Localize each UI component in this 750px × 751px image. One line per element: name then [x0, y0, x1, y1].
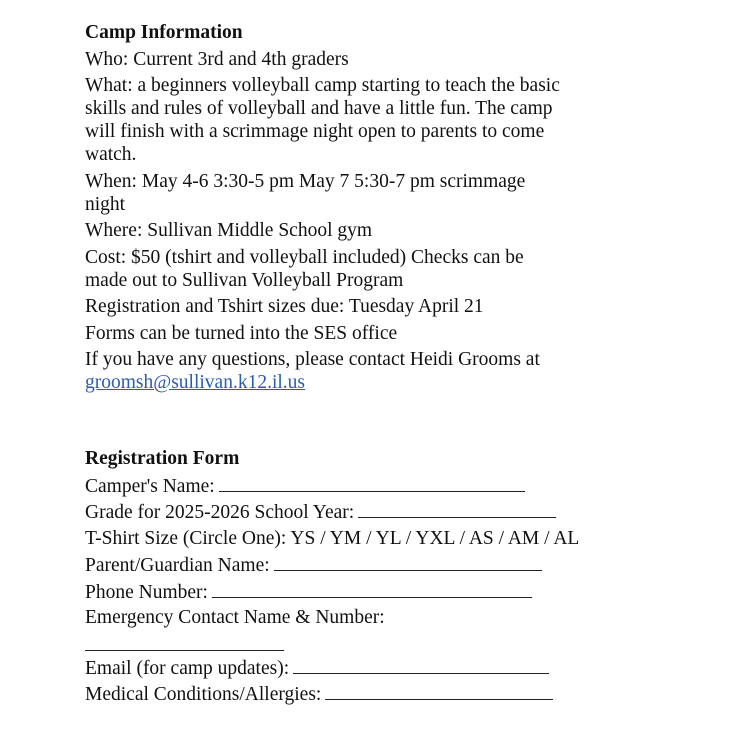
parent-name-label: Parent/Guardian Name:: [85, 555, 270, 576]
text-line: skills and rules of volleyball and have a little fun. The camp: [85, 98, 553, 119]
text-line: Registration and Tshirt sizes due: Tuesday April 21: [85, 296, 484, 317]
contact-email-line: [85, 371, 725, 394]
parent-name-field: [85, 553, 725, 580]
camp-info-paragraph: [85, 348, 725, 371]
document: [85, 21, 725, 709]
camp-info-body: [85, 48, 725, 372]
text-line: night: [85, 193, 126, 215]
phone-field: [85, 580, 725, 607]
grade-label: Grade for 2025-2026 School Year:: [85, 502, 355, 523]
grade-field: [85, 500, 725, 527]
camp-info-paragraph: [85, 322, 725, 345]
camp-info-heading: Camp Information: [85, 22, 243, 43]
phone-label: Phone Number:: [85, 581, 208, 603]
email-blank[interactable]: [293, 656, 549, 674]
tshirt-size-field: T-Shirt Size (Circle One): YS / YM / YL / YXL / AS / AM / AL: [85, 527, 580, 549]
campers-name-field: [85, 474, 725, 501]
campers-name-label: Camper's Name:: [85, 475, 215, 497]
email-label: Email (for camp updates):: [85, 657, 290, 679]
medical-field: [85, 682, 725, 709]
text-line: made out to Sullivan Volleyball Program: [85, 269, 404, 291]
text-line: Cost: $50 (tshirt and volleyball included) Checks can be: [85, 246, 524, 268]
camp-info-paragraph: [85, 219, 725, 242]
registration-heading: Registration Form: [85, 448, 240, 469]
text-line: When: May 4-6 3:30-5 pm May 7 5:30-7 pm scrimmage: [85, 170, 526, 192]
text-line: Where: Sullivan Middle School gym: [85, 220, 373, 241]
text-line: Forms can be turned into the SES office: [85, 322, 398, 344]
camp-info-paragraph: [85, 74, 725, 166]
camp-info-paragraph: [85, 295, 725, 318]
text-line: What: a beginners volleyball camp starting to teach the basic: [85, 75, 560, 96]
medical-label: Medical Conditions/Allergies:: [85, 684, 322, 705]
grade-blank[interactable]: [358, 500, 556, 518]
text-line: If you have any questions, please contact Heidi Grooms at: [85, 349, 540, 370]
text-line: watch.: [85, 144, 137, 165]
medical-blank[interactable]: [325, 682, 553, 700]
emergency-contact-label: Emergency Contact Name & Number:: [85, 607, 385, 628]
camp-info-paragraph: [85, 170, 725, 216]
contact-email-link[interactable]: groomsh@sullivan.k12.il.us: [85, 372, 306, 393]
text-line: will finish with a scrimmage night open to parents to come: [85, 121, 545, 142]
camp-info-paragraph: [85, 246, 725, 292]
phone-blank[interactable]: [212, 580, 532, 598]
campers-name-blank[interactable]: [219, 474, 525, 492]
parent-name-blank[interactable]: [274, 553, 542, 571]
emergency-contact-blank[interactable]: [85, 633, 284, 651]
email-field: [85, 656, 725, 683]
camp-info-paragraph: [85, 48, 725, 71]
text-line: Who: Current 3rd and 4th graders: [85, 48, 349, 70]
emergency-contact-field: [85, 633, 725, 656]
